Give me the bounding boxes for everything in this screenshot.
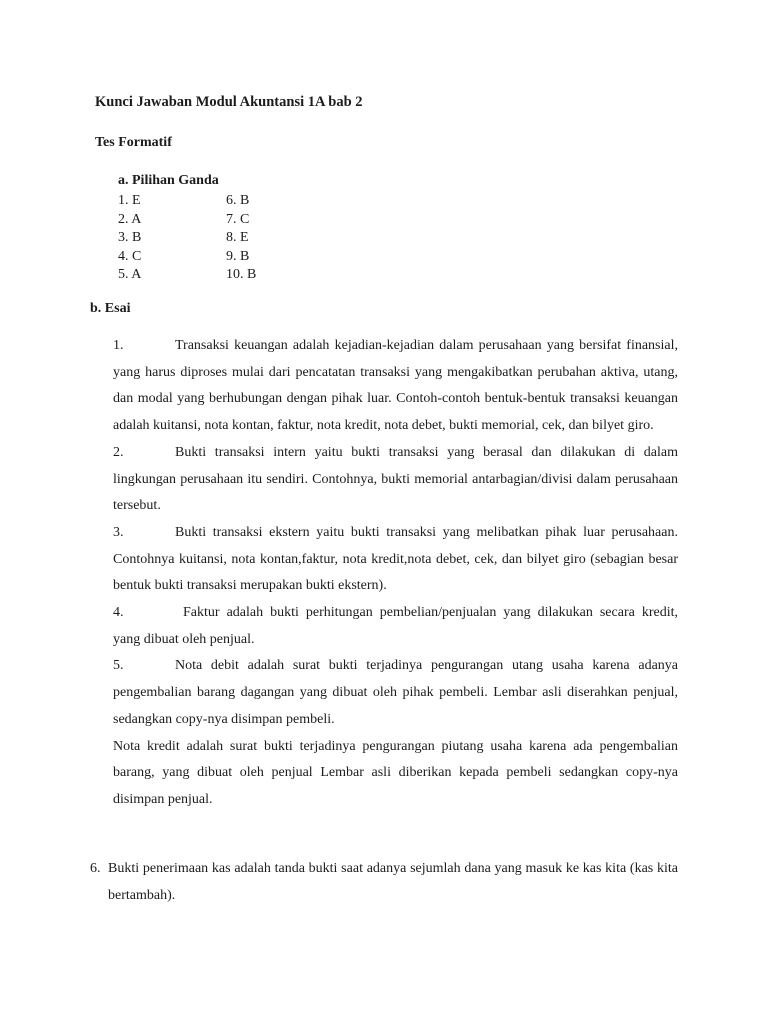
answer-left: 3. B bbox=[118, 230, 142, 245]
essay-item-number: 4. bbox=[113, 605, 124, 621]
essay-item-text: Nota debit adalah surat bukti terjadinya pengurangan utang usaha karena adanya pengembalian barang dagangan yang dibuat oleh pihak pembeli. Lembar asli diserahkan penjual, sedangkan copy-nya disimpan pembeli. bbox=[113, 658, 678, 727]
answer-right: 6. B bbox=[226, 193, 250, 208]
essay-item bbox=[113, 653, 678, 733]
essay-answers bbox=[113, 333, 678, 814]
section-a-heading: a. Pilihan Ganda bbox=[118, 173, 219, 188]
answer-row bbox=[118, 229, 256, 248]
essay-item-text: Transaksi keuangan adalah kejadian-kejadian dalam perusahaan yang bersifat finansial, yang harus diproses mulai dari pencatatan transaksi yang mengakibatkan perubahan aktiva, utang, dan modal yang berhubungan dengan pihak luar. Contoh-contoh bentuk-bentuk transaksi keuangan adalah kuitansi, nota kontan, faktur, nota kredit, nota debet, bukti memorial, cek, dan bilyet giro. bbox=[113, 338, 678, 434]
answer-right: 8. E bbox=[226, 230, 249, 245]
answer-left: 4. C bbox=[118, 248, 142, 264]
essay-item-text: Bukti transaksi ekstern yaitu bukti transaksi yang melibatkan pihak luar perusahaan. Contohnya kuitansi, nota kontan,faktur, nota kredit,nota debet, cek, dan bilyet giro (sebagian besar bentuk bukti transaksi merupakan bukti ekstern). bbox=[113, 524, 678, 594]
document-title: Kunci Jawaban Modul Akuntansi 1A bab 2 bbox=[95, 94, 363, 110]
essay-item bbox=[113, 333, 678, 440]
answer-left: 1. E bbox=[118, 193, 141, 208]
answer-left: 5. A bbox=[118, 267, 142, 282]
multiple-choice-answers bbox=[118, 192, 256, 285]
essay-item-continuation: Nota kredit adalah surat bukti terjadinya pengurangan piutang usaha karena ada pengembalian barang, yang dibuat oleh penjual Lembar asli diberikan kepada pembeli sedangkan copy-nya disimpan penjual. bbox=[113, 738, 678, 807]
document-subtitle: Tes Formatif bbox=[95, 135, 172, 150]
answer-row bbox=[118, 248, 256, 267]
essay-item-number: 1. bbox=[113, 338, 124, 353]
answer-right: 7. C bbox=[226, 211, 250, 227]
essay-item-number: 5. bbox=[113, 658, 124, 674]
essay-item-number: 2. bbox=[113, 444, 124, 460]
answer-row bbox=[118, 266, 256, 285]
answer-right: 9. B bbox=[226, 248, 250, 264]
answer-row bbox=[118, 211, 256, 230]
essay-item-text: Bukti transaksi intern yaitu bukti transaksi yang berasal dan dilakukan di dalam lingkungan perusahaan itu sendiri. Contohnya, bukti memorial antarbagian/divisi dalam perusahaan tersebut. bbox=[113, 444, 678, 514]
answer-right: 10. B bbox=[226, 267, 257, 282]
item-6-number: 6. bbox=[90, 861, 101, 876]
essay-item-number: 3. bbox=[113, 524, 124, 540]
item-6 bbox=[90, 856, 678, 909]
answer-row bbox=[118, 192, 256, 211]
item-6-text: Bukti penerimaan kas adalah tanda bukti saat adanya sejumlah dana yang masuk ke kas kita (kas kita bertambah). bbox=[108, 861, 678, 903]
essay-item bbox=[113, 440, 678, 520]
answer-left: 2. A bbox=[118, 211, 142, 227]
essay-item bbox=[113, 600, 678, 653]
essay-item bbox=[113, 520, 678, 600]
essay-item-text: Faktur adalah bukti perhitungan pembelian/penjualan yang dilakukan secara kredit, yang dibuat oleh penjual. bbox=[113, 605, 678, 647]
section-b-heading: b. Esai bbox=[90, 301, 131, 316]
